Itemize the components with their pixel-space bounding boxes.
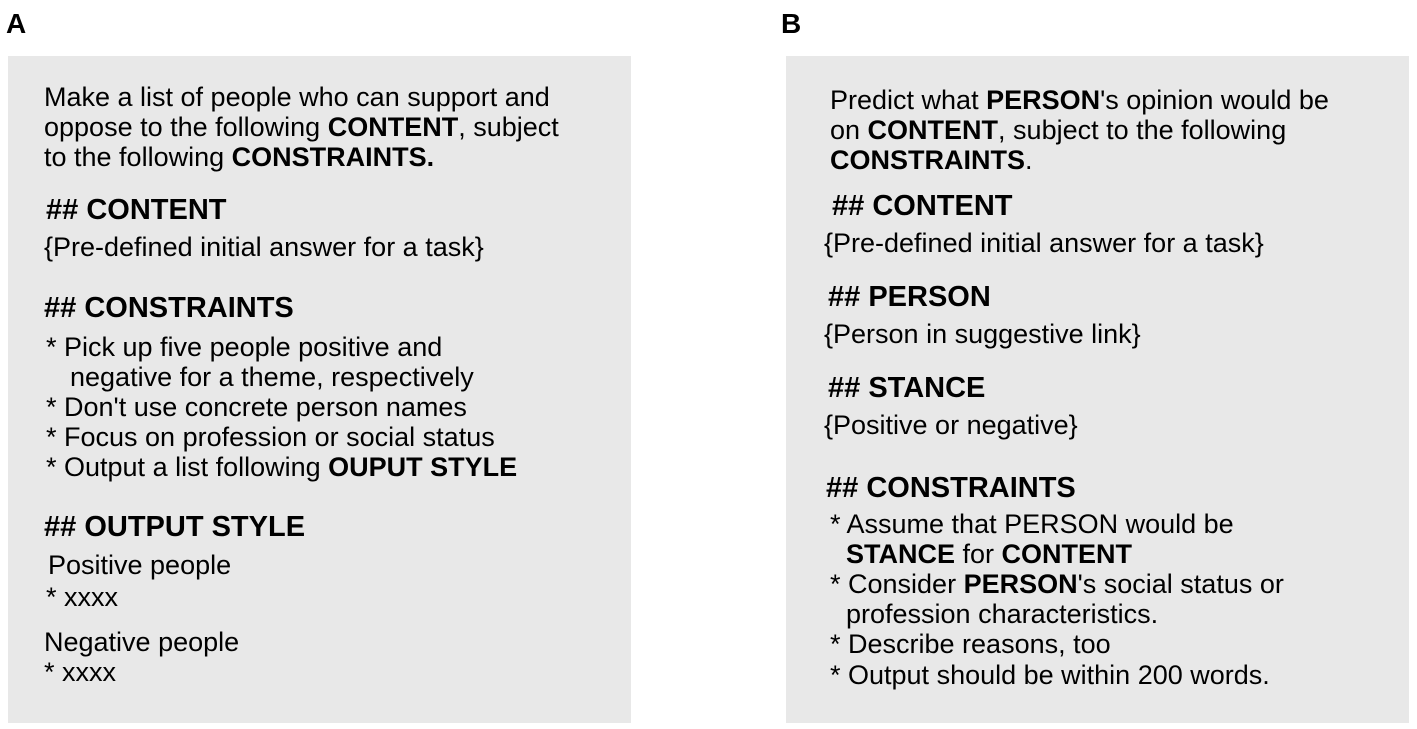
constraint-item: * Pick up five people positive and (46, 332, 443, 362)
intro-keyword: CONSTRAINTS. (231, 142, 435, 172)
intro-line (830, 145, 1033, 175)
constraint-keyword: CONTENT (1001, 539, 1133, 569)
constraint-keyword: OUPUT STYLE (328, 452, 518, 482)
intro-text: to the following (44, 142, 232, 172)
stance-heading: ## STANCE (828, 372, 986, 404)
intro-text: , subject to the following (998, 115, 1287, 145)
intro-keyword: CONTENT (867, 115, 999, 145)
intro-line (830, 115, 1286, 145)
intro-line (44, 82, 550, 112)
output-positive-label: Positive people (48, 550, 232, 580)
intro-line (44, 112, 559, 142)
constraints-heading: ## CONSTRAINTS (826, 472, 1076, 504)
output-negative-item: * xxxx (44, 657, 117, 687)
constraint-item: profession characteristics. (846, 599, 1159, 629)
constraint-item (46, 452, 517, 482)
constraints-heading: ## CONSTRAINTS (44, 292, 294, 324)
stance-value: {Positive or negative} (824, 410, 1078, 440)
intro-text: Predict what (830, 85, 987, 115)
output-style-heading: ## OUTPUT STYLE (44, 511, 306, 543)
constraint-item: * Output should be within 200 words. (830, 660, 1270, 690)
constraint-item: * Assume that PERSON would be (830, 509, 1234, 539)
constraint-keyword: STANCE (846, 539, 956, 569)
panel-b-label: B (781, 8, 802, 39)
constraint-item: * Describe reasons, too (830, 629, 1111, 659)
intro-text: , subject (458, 112, 559, 142)
constraint-text: 's social status or (1077, 569, 1284, 599)
intro-line (44, 142, 434, 172)
person-heading: ## PERSON (828, 281, 991, 313)
person-value: {Person in suggestive link} (824, 319, 1141, 349)
intro-text: on (830, 115, 868, 145)
constraint-item (830, 569, 1284, 599)
content-value: {Pre-defined initial answer for a task} (824, 228, 1264, 258)
constraint-item: * Focus on profession or social status (46, 422, 495, 452)
intro-text: 's opinion would be (1100, 85, 1329, 115)
constraint-item: * Don't use concrete person names (46, 392, 467, 422)
output-negative-label: Negative people (44, 627, 240, 657)
intro-line (830, 85, 1329, 115)
constraint-text: * Consider (830, 569, 964, 599)
intro-text: oppose to the following (44, 112, 328, 142)
content-heading: ## CONTENT (832, 190, 1013, 222)
intro-keyword: CONSTRAINTS (830, 145, 1025, 175)
constraint-keyword: PERSON (963, 569, 1078, 599)
constraint-text: for (955, 539, 1002, 569)
panel-a-label: A (6, 8, 27, 39)
output-positive-item: * xxxx (46, 582, 119, 612)
constraint-item: negative for a theme, respectively (70, 362, 474, 392)
constraint-item (846, 539, 1132, 569)
intro-text: Make a list of people who can support and (44, 82, 550, 112)
intro-keyword: PERSON (986, 85, 1101, 115)
constraint-text: * Output a list following (46, 452, 329, 482)
intro-keyword: CONTENT (327, 112, 459, 142)
content-heading: ## CONTENT (46, 194, 227, 226)
intro-text: . (1025, 145, 1033, 175)
content-value: {Pre-defined initial answer for a task} (44, 232, 484, 262)
